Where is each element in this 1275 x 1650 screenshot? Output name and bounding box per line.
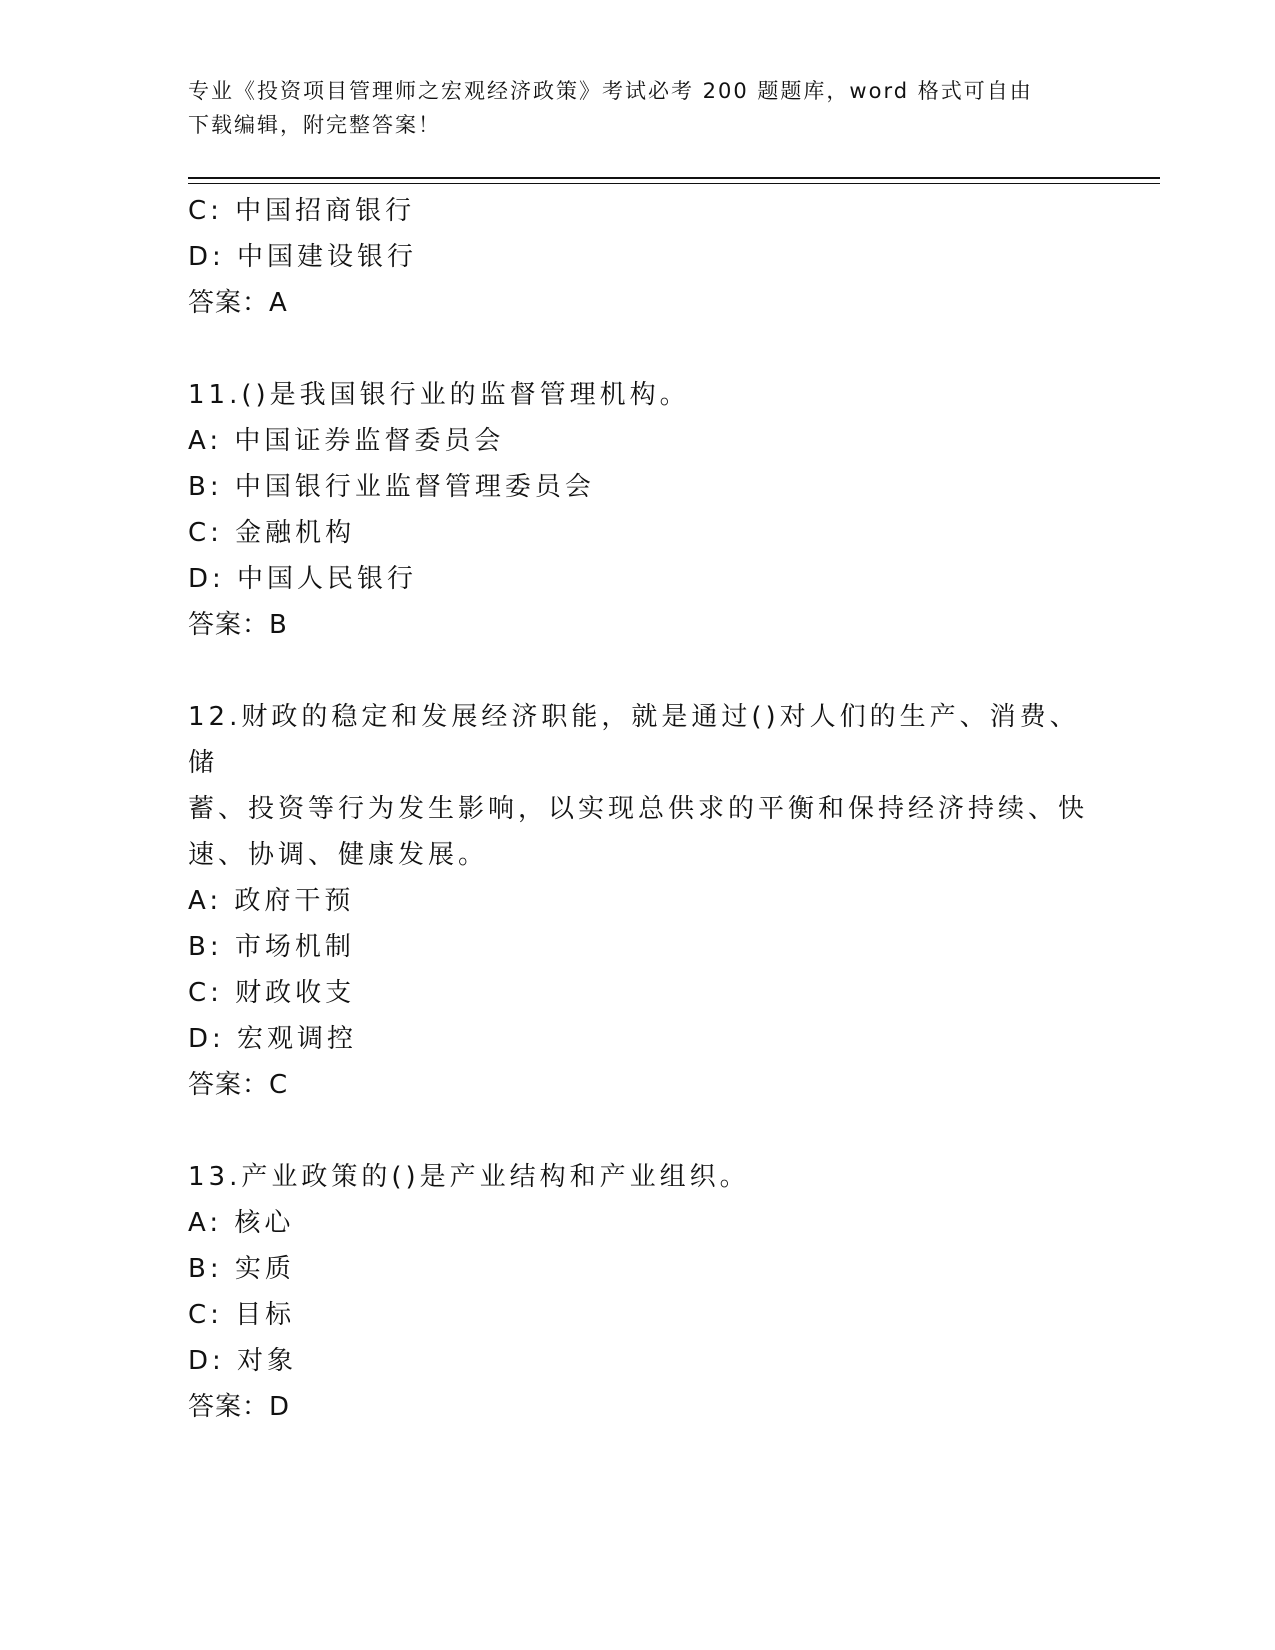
option-c: C: 目标	[188, 1300, 296, 1330]
header-rule-thin	[188, 183, 1160, 184]
question-stem-line-3: 速、协调、健康发展。	[188, 840, 489, 870]
option-a: A: 核心	[188, 1208, 295, 1238]
question-11	[188, 372, 1088, 648]
option-d: D: 宏观调控	[188, 1024, 358, 1054]
option-c: C: 中国招商银行	[188, 196, 416, 226]
option-c: C: 财政收支	[188, 978, 356, 1008]
option-d: D: 对象	[188, 1346, 298, 1376]
block-spacer	[188, 1108, 1088, 1154]
answer-line: 答案：B	[188, 610, 288, 640]
answer-line: 答案：C	[188, 1070, 289, 1100]
answer-line: 答案：D	[188, 1392, 291, 1422]
question-12	[188, 694, 1088, 1108]
option-a: A: 政府干预	[188, 886, 355, 916]
question-stem: 13.产业政策的()是产业结构和产业组织。	[188, 1162, 750, 1192]
question-13	[188, 1154, 1088, 1430]
option-b: B: 中国银行业监督管理委员会	[188, 472, 595, 502]
header-title-line-1: 专业《投资项目管理师之宏观经济政策》考试必考 200 题题库，word 格式可自由	[188, 79, 1033, 103]
option-b: B: 实质	[188, 1254, 295, 1284]
header-rule-thick	[188, 177, 1160, 179]
question-stem-line-2: 蓄、投资等行为发生影响，以实现总供求的平衡和保持经济持续、快	[188, 794, 1089, 824]
option-a: A: 中国证券监督委员会	[188, 426, 505, 456]
question-stem: 11.()是我国银行业的监督管理机构。	[188, 380, 690, 410]
block-spacer	[188, 648, 1088, 694]
option-b: B: 市场机制	[188, 932, 355, 962]
answer-line: 答案：A	[188, 288, 288, 318]
question-content	[188, 188, 1088, 1430]
option-c: C: 金融机构	[188, 518, 356, 548]
option-d: D: 中国建设银行	[188, 242, 418, 272]
header-title-line-2: 下载编辑，附完整答案！	[188, 113, 441, 137]
option-d: D: 中国人民银行	[188, 564, 418, 594]
question-stem-line-1: 12.财政的稳定和发展经济职能，就是通过()对人们的生产、消费、储	[188, 702, 1080, 778]
document-header	[188, 74, 1088, 142]
block-spacer	[188, 326, 1088, 372]
